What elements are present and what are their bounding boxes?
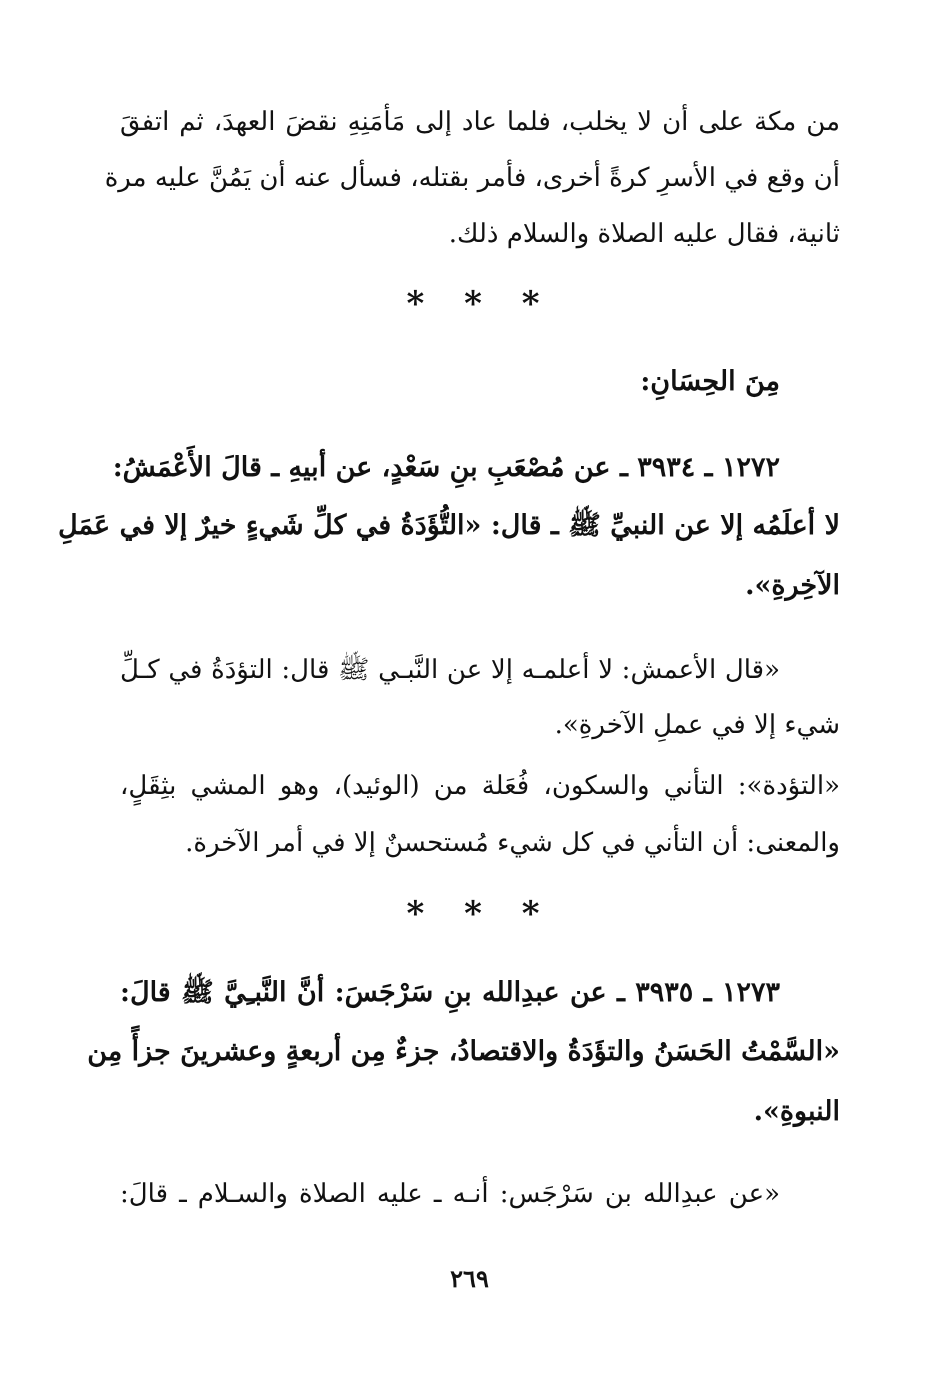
hadith-line: ١٢٧٢ ـ ٣٩٣٤ ـ عن مُصْعَبِ بنِ سَعْدٍ، عن أبيهِ ـ قالَ الأَعْمَشُ: (112, 452, 780, 483)
commentary-line: «التؤدة»: التأني والسكون، فُعَلة من (الوئيد)، وهو المشي بثِقَلٍ، (120, 771, 840, 801)
paragraph-line: من مكة على أن لا يخلب، فلما عاد إلى مَأمَنِهِ نقضَ العهدَ، ثم اتفقَ (120, 107, 840, 137)
page-number: ٢٦٩ (450, 1264, 489, 1293)
commentary-line: «عن عبدِالله بن سَرْجَس: أنـه ـ عليه الصلاة والسـلام ـ قالَ: (120, 1179, 780, 1209)
hadith-line: ١٢٧٣ ـ ٣٩٣٥ ـ عن عبدِالله بنِ سَرْجَسَ: أنَّ النَّبـِيَّ ﷺ قالَ: (120, 977, 780, 1008)
hadith-line: النبوةِ». (753, 1096, 840, 1127)
hadith-line: «السَّمْتُ الحَسَنُ والتؤَدَةُ والاقتصادُ، جزءٌ مِن أربعةٍ وعشرينَ جزأً مِن (87, 1036, 840, 1067)
section-heading: مِنَ الحِسَانِ: (640, 366, 780, 397)
section-separator: * * * (406, 284, 554, 324)
hadith-line: الآخِرةِ». (745, 570, 840, 601)
commentary-line: والمعنى: أن التأني في كل شيء مُستحسنٌ إلا في أمر الآخرة. (185, 828, 840, 858)
commentary-line: «قال الأعمش: لا أعلمـه إلا عن النَّبـي ﷺ قال: التؤدَةُ في كـلِّ (120, 655, 780, 685)
section-separator: * * * (406, 894, 554, 934)
commentary-line: شيء إلا في عملِ الآخرةِ». (554, 710, 840, 740)
hadith-line: لا أعلَمُه إلا عن النبيِّ ﷺ ـ قال: «التُّؤَدَةُ في كلِّ شَيءٍ خيرٌ إلا في عَمَلِ (58, 510, 840, 541)
paragraph-line: ثانية، فقال عليه الصلاة والسلام ذلك. (448, 219, 840, 249)
paragraph-line: أن وقع في الأسرِ كرةً أخرى، فأمر بقتله، فسأل عنه أن يَمُنَّ عليه مرة (104, 163, 840, 193)
